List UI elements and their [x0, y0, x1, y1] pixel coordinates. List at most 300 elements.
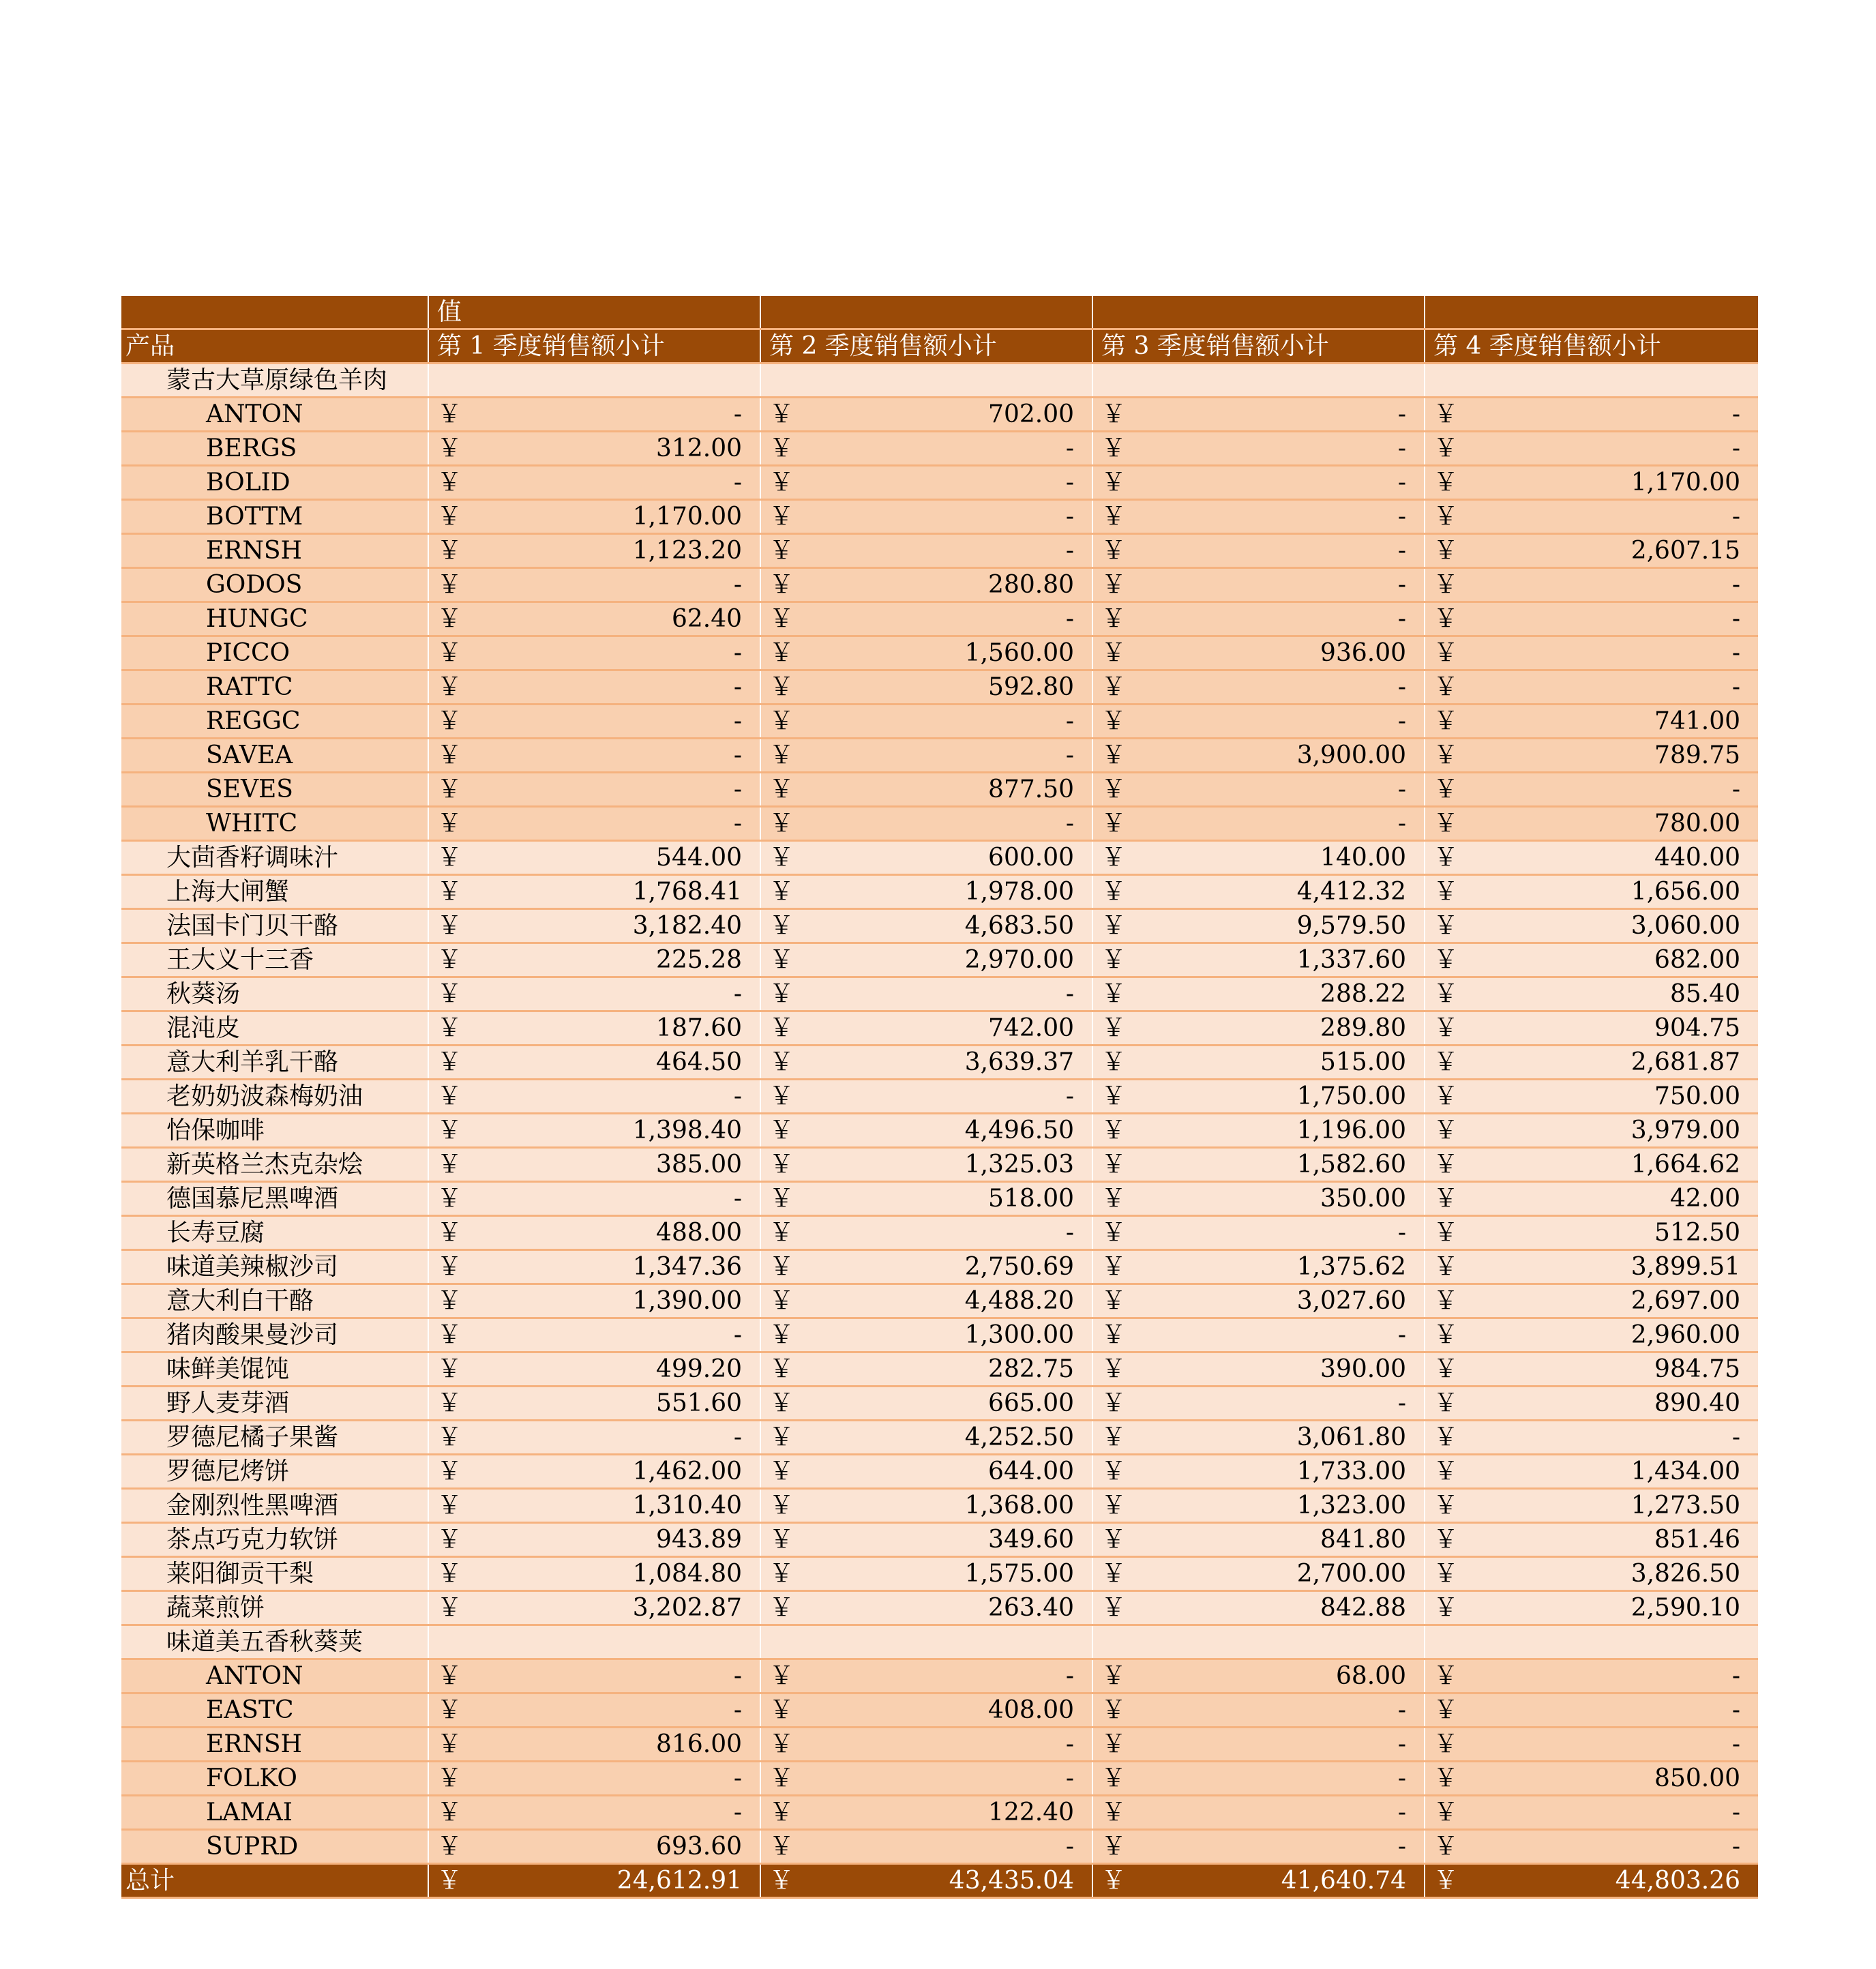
customer-name[interactable]: SAVEA: [121, 739, 428, 773]
currency-symbol: ￥: [760, 1318, 801, 1352]
group-name[interactable]: 蒙古大草原绿色羊肉: [121, 364, 428, 398]
q1-value[interactable]: 1,347.36: [469, 1250, 760, 1284]
currency-symbol: ￥: [1092, 1659, 1133, 1693]
q3-value[interactable]: 289.80: [1133, 1011, 1425, 1046]
customer-name[interactable]: LAMAI: [121, 1796, 428, 1830]
currency-symbol: ￥: [1425, 1114, 1465, 1148]
q4-value[interactable]: 780.00: [1465, 807, 1758, 841]
q1-value[interactable]: 225.28: [469, 943, 760, 977]
q3-value[interactable]: -: [1133, 670, 1425, 705]
currency-symbol: ￥: [1092, 807, 1133, 841]
q1-value[interactable]: 1,398.40: [469, 1114, 760, 1148]
product-row: [121, 1421, 1758, 1455]
product-name[interactable]: 莱阳御贡干梨: [121, 1557, 428, 1591]
q3-value[interactable]: 1,196.00: [1133, 1114, 1425, 1148]
q4-header[interactable]: 第 4 季度销售额小计: [1425, 329, 1758, 364]
currency-symbol: ￥: [1092, 1796, 1133, 1830]
total-label[interactable]: 总计: [121, 1864, 428, 1898]
product-name[interactable]: 茶点巧克力软饼: [121, 1523, 428, 1557]
q3-value[interactable]: 842.88: [1133, 1591, 1425, 1625]
customer-row: [121, 602, 1758, 636]
q3-value[interactable]: 1,750.00: [1133, 1080, 1425, 1114]
q1-value[interactable]: -: [469, 1762, 760, 1796]
customer-row: [121, 1728, 1758, 1762]
q1-value[interactable]: -: [469, 1693, 760, 1728]
pivot-table: [121, 296, 1758, 1899]
currency-symbol: ￥: [428, 1148, 469, 1182]
currency-symbol: ￥: [1092, 670, 1133, 705]
q3-value[interactable]: -: [1133, 500, 1425, 534]
q4-value[interactable]: 85.40: [1465, 977, 1758, 1011]
q3-header[interactable]: 第 3 季度销售额小计: [1092, 329, 1425, 364]
q4-value[interactable]: -: [1465, 1728, 1758, 1762]
currency-symbol: ￥: [428, 1693, 469, 1728]
currency-symbol: ￥: [760, 398, 801, 432]
q3-value[interactable]: -: [1133, 568, 1425, 602]
total-q2[interactable]: 43,435.04: [801, 1864, 1092, 1898]
q4-value[interactable]: 750.00: [1465, 1080, 1758, 1114]
product-name[interactable]: 金刚烈性黑啤酒: [121, 1489, 428, 1523]
q3-value[interactable]: 350.00: [1133, 1182, 1425, 1216]
currency-symbol: ￥: [1092, 1455, 1133, 1489]
q3-value[interactable]: -: [1133, 1693, 1425, 1728]
currency-symbol: ￥: [760, 1352, 801, 1387]
q2-value[interactable]: 1,325.03: [801, 1148, 1092, 1182]
q2-value[interactable]: 665.00: [801, 1387, 1092, 1421]
product-name[interactable]: 怡保咖啡: [121, 1114, 428, 1148]
q4-value[interactable]: 3,979.00: [1465, 1114, 1758, 1148]
product-name[interactable]: 意大利白干酪: [121, 1284, 428, 1318]
q2-value[interactable]: -: [801, 977, 1092, 1011]
q4-value[interactable]: -: [1465, 1830, 1758, 1864]
customer-row: [121, 568, 1758, 602]
product-row: [121, 943, 1758, 977]
q1-value[interactable]: 816.00: [469, 1728, 760, 1762]
currency-symbol: ￥: [760, 1148, 801, 1182]
empty-cell: [1092, 1625, 1133, 1659]
q1-value[interactable]: 187.60: [469, 1011, 760, 1046]
currency-symbol: ￥: [1425, 1421, 1465, 1455]
q1-value[interactable]: 312.00: [469, 432, 760, 466]
q4-value[interactable]: 2,681.87: [1465, 1046, 1758, 1080]
currency-symbol: ￥: [1092, 398, 1133, 432]
q1-value[interactable]: 1,123.20: [469, 534, 760, 568]
product-name[interactable]: 猪肉酸果曼沙司: [121, 1318, 428, 1352]
q1-value[interactable]: -: [469, 1080, 760, 1114]
q2-value[interactable]: -: [801, 1216, 1092, 1250]
q2-value[interactable]: 702.00: [801, 398, 1092, 432]
currency-symbol: ￥: [1425, 1489, 1465, 1523]
currency-symbol: ￥: [1425, 807, 1465, 841]
q1-value[interactable]: 62.40: [469, 602, 760, 636]
currency-symbol: ￥: [1092, 568, 1133, 602]
q2-value[interactable]: 408.00: [801, 1693, 1092, 1728]
q3-value[interactable]: 936.00: [1133, 636, 1425, 670]
q2-value[interactable]: 644.00: [801, 1455, 1092, 1489]
q1-value[interactable]: 1,170.00: [469, 500, 760, 534]
q3-value[interactable]: -: [1133, 1728, 1425, 1762]
q4-value[interactable]: 2,697.00: [1465, 1284, 1758, 1318]
product-header[interactable]: 产品: [121, 329, 428, 364]
q1-value[interactable]: -: [469, 1659, 760, 1693]
q4-value[interactable]: 440.00: [1465, 841, 1758, 875]
q2-value[interactable]: -: [801, 602, 1092, 636]
customer-row: [121, 500, 1758, 534]
q3-value[interactable]: 1,733.00: [1133, 1455, 1425, 1489]
q1-value[interactable]: -: [469, 1796, 760, 1830]
q4-value[interactable]: -: [1465, 1421, 1758, 1455]
customer-name[interactable]: BOLID: [121, 466, 428, 500]
q1-value[interactable]: 693.60: [469, 1830, 760, 1864]
q4-value[interactable]: 851.46: [1465, 1523, 1758, 1557]
q4-value[interactable]: 1,656.00: [1465, 875, 1758, 909]
q2-value[interactable]: -: [801, 1762, 1092, 1796]
q1-value[interactable]: 464.50: [469, 1046, 760, 1080]
customer-name[interactable]: SUPRD: [121, 1830, 428, 1864]
q2-value[interactable]: 4,488.20: [801, 1284, 1092, 1318]
product-name[interactable]: 混沌皮: [121, 1011, 428, 1046]
q2-value[interactable]: 3,639.37: [801, 1046, 1092, 1080]
product-name[interactable]: 长寿豆腐: [121, 1216, 428, 1250]
product-name[interactable]: 味鲜美馄饨: [121, 1352, 428, 1387]
q1-value[interactable]: -: [469, 773, 760, 807]
product-name[interactable]: 上海大闸蟹: [121, 875, 428, 909]
product-row: [121, 1284, 1758, 1318]
q2-value[interactable]: -: [801, 432, 1092, 466]
currency-symbol: ￥: [428, 398, 469, 432]
header-row-columns: [121, 329, 1758, 364]
q3-value[interactable]: 3,061.80: [1133, 1421, 1425, 1455]
product-name[interactable]: 味道美辣椒沙司: [121, 1250, 428, 1284]
customer-name[interactable]: SEVES: [121, 773, 428, 807]
currency-symbol: ￥: [1425, 705, 1465, 739]
customer-name[interactable]: EASTC: [121, 1693, 428, 1728]
q4-value[interactable]: -: [1465, 500, 1758, 534]
currency-symbol: ￥: [1092, 1762, 1133, 1796]
q3-value[interactable]: -: [1133, 466, 1425, 500]
q3-value[interactable]: -: [1133, 773, 1425, 807]
q1-value[interactable]: -: [469, 807, 760, 841]
q2-value[interactable]: -: [801, 466, 1092, 500]
q2-value[interactable]: 600.00: [801, 841, 1092, 875]
q3-value[interactable]: 390.00: [1133, 1352, 1425, 1387]
customer-name[interactable]: HUNGC: [121, 602, 428, 636]
q3-value[interactable]: 140.00: [1133, 841, 1425, 875]
q3-value[interactable]: -: [1133, 1796, 1425, 1830]
currency-symbol: ￥: [1092, 1864, 1133, 1898]
q2-value[interactable]: 1,368.00: [801, 1489, 1092, 1523]
customer-name[interactable]: BOTTM: [121, 500, 428, 534]
q2-value[interactable]: 518.00: [801, 1182, 1092, 1216]
q2-value[interactable]: -: [801, 1728, 1092, 1762]
q4-value[interactable]: 1,170.00: [1465, 466, 1758, 500]
total-q1[interactable]: 24,612.91: [469, 1864, 760, 1898]
empty-cell: [428, 364, 469, 398]
q3-value[interactable]: -: [1133, 534, 1425, 568]
product-name[interactable]: 新英格兰杰克杂烩: [121, 1148, 428, 1182]
q4-value[interactable]: 512.50: [1465, 1216, 1758, 1250]
q2-value[interactable]: -: [801, 534, 1092, 568]
q4-value[interactable]: 3,899.51: [1465, 1250, 1758, 1284]
q2-value[interactable]: 1,575.00: [801, 1557, 1092, 1591]
q1-value[interactable]: -: [469, 1421, 760, 1455]
customer-name[interactable]: ANTON: [121, 1659, 428, 1693]
q2-value[interactable]: -: [801, 739, 1092, 773]
currency-symbol: ￥: [1425, 1387, 1465, 1421]
q1-value[interactable]: -: [469, 636, 760, 670]
q2-value[interactable]: -: [801, 705, 1092, 739]
product-name[interactable]: 秋葵汤: [121, 977, 428, 1011]
currency-symbol: ￥: [1092, 1557, 1133, 1591]
q1-value[interactable]: 551.60: [469, 1387, 760, 1421]
product-name[interactable]: 老奶奶波森梅奶油: [121, 1080, 428, 1114]
q3-value[interactable]: 3,027.60: [1133, 1284, 1425, 1318]
q4-value[interactable]: -: [1465, 773, 1758, 807]
q2-value[interactable]: 263.40: [801, 1591, 1092, 1625]
q1-value[interactable]: -: [469, 705, 760, 739]
currency-symbol: ￥: [428, 1182, 469, 1216]
currency-symbol: ￥: [428, 1659, 469, 1693]
q1-value[interactable]: -: [469, 568, 760, 602]
q1-header[interactable]: 第 1 季度销售额小计: [428, 329, 760, 364]
q3-value[interactable]: 1,323.00: [1133, 1489, 1425, 1523]
q4-value[interactable]: 2,960.00: [1465, 1318, 1758, 1352]
currency-symbol: ￥: [760, 1250, 801, 1284]
product-name[interactable]: 大茴香籽调味汁: [121, 841, 428, 875]
q2-value[interactable]: -: [801, 1659, 1092, 1693]
q2-value[interactable]: 1,978.00: [801, 875, 1092, 909]
currency-symbol: ￥: [1425, 1455, 1465, 1489]
q3-value[interactable]: 841.80: [1133, 1523, 1425, 1557]
q2-value[interactable]: 280.80: [801, 568, 1092, 602]
product-row: [121, 1352, 1758, 1387]
q1-value[interactable]: -: [469, 977, 760, 1011]
customer-name[interactable]: ERNSH: [121, 534, 428, 568]
q3-value[interactable]: 4,412.32: [1133, 875, 1425, 909]
q2-header[interactable]: 第 2 季度销售额小计: [760, 329, 1092, 364]
customer-name[interactable]: REGGC: [121, 705, 428, 739]
q3-value[interactable]: -: [1133, 1216, 1425, 1250]
q4-value[interactable]: -: [1465, 1693, 1758, 1728]
q1-value[interactable]: -: [469, 466, 760, 500]
q1-value[interactable]: 385.00: [469, 1148, 760, 1182]
q3-value[interactable]: -: [1133, 1387, 1425, 1421]
currency-symbol: ￥: [760, 432, 801, 466]
customer-name[interactable]: PICCO: [121, 636, 428, 670]
q2-value[interactable]: 2,970.00: [801, 943, 1092, 977]
product-row: [121, 1387, 1758, 1421]
q1-value[interactable]: -: [469, 398, 760, 432]
q2-value[interactable]: 877.50: [801, 773, 1092, 807]
q2-value[interactable]: -: [801, 1830, 1092, 1864]
values-label[interactable]: 值: [428, 296, 760, 329]
currency-symbol: ￥: [1425, 1557, 1465, 1591]
customer-name[interactable]: ANTON: [121, 398, 428, 432]
q4-value[interactable]: 3,826.50: [1465, 1557, 1758, 1591]
currency-symbol: ￥: [1092, 875, 1133, 909]
customer-name[interactable]: RATTC: [121, 670, 428, 705]
q3-value[interactable]: -: [1133, 1762, 1425, 1796]
q2-value[interactable]: -: [801, 500, 1092, 534]
empty-cell: [1425, 364, 1465, 398]
q3-value[interactable]: -: [1133, 398, 1425, 432]
q4-value[interactable]: -: [1465, 1659, 1758, 1693]
q3-value[interactable]: 2,700.00: [1133, 1557, 1425, 1591]
q1-value[interactable]: 1,390.00: [469, 1284, 760, 1318]
currency-symbol: ￥: [1092, 1080, 1133, 1114]
currency-symbol: ￥: [428, 1250, 469, 1284]
currency-symbol: ￥: [1425, 534, 1465, 568]
q3-value[interactable]: 68.00: [1133, 1659, 1425, 1693]
q1-value[interactable]: -: [469, 739, 760, 773]
q1-value[interactable]: 3,202.87: [469, 1591, 760, 1625]
q2-value[interactable]: 2,750.69: [801, 1250, 1092, 1284]
currency-symbol: ￥: [760, 1489, 801, 1523]
currency-symbol: ￥: [428, 602, 469, 636]
q4-value[interactable]: 789.75: [1465, 739, 1758, 773]
currency-symbol: ￥: [760, 1421, 801, 1455]
product-name[interactable]: 意大利羊乳干酪: [121, 1046, 428, 1080]
q4-value[interactable]: 1,273.50: [1465, 1489, 1758, 1523]
currency-symbol: ￥: [1092, 500, 1133, 534]
currency-symbol: ￥: [428, 1557, 469, 1591]
q2-value[interactable]: -: [801, 1080, 1092, 1114]
q2-value[interactable]: 592.80: [801, 670, 1092, 705]
q1-value[interactable]: 1,310.40: [469, 1489, 760, 1523]
q4-value[interactable]: -: [1465, 636, 1758, 670]
q4-value[interactable]: -: [1465, 670, 1758, 705]
q3-value[interactable]: -: [1133, 1830, 1425, 1864]
customer-name[interactable]: GODOS: [121, 568, 428, 602]
q3-value[interactable]: 515.00: [1133, 1046, 1425, 1080]
q2-value[interactable]: 742.00: [801, 1011, 1092, 1046]
q3-value[interactable]: -: [1133, 807, 1425, 841]
currency-symbol: ￥: [1425, 977, 1465, 1011]
q4-value[interactable]: 42.00: [1465, 1182, 1758, 1216]
q4-value[interactable]: 890.40: [1465, 1387, 1758, 1421]
q4-value[interactable]: 1,664.62: [1465, 1148, 1758, 1182]
q4-value[interactable]: 2,590.10: [1465, 1591, 1758, 1625]
currency-symbol: ￥: [1092, 739, 1133, 773]
currency-symbol: ￥: [428, 1830, 469, 1864]
currency-symbol: ￥: [1425, 670, 1465, 705]
currency-symbol: ￥: [428, 500, 469, 534]
q4-value[interactable]: 1,434.00: [1465, 1455, 1758, 1489]
currency-symbol: ￥: [1092, 534, 1133, 568]
q1-value[interactable]: 544.00: [469, 841, 760, 875]
customer-row: [121, 670, 1758, 705]
product-name[interactable]: 罗德尼橘子果酱: [121, 1421, 428, 1455]
q4-value[interactable]: 3,060.00: [1465, 909, 1758, 943]
q4-value[interactable]: 984.75: [1465, 1352, 1758, 1387]
currency-symbol: ￥: [428, 841, 469, 875]
product-name[interactable]: 罗德尼烤饼: [121, 1455, 428, 1489]
product-name[interactable]: 蔬菜煎饼: [121, 1591, 428, 1625]
q1-value[interactable]: 3,182.40: [469, 909, 760, 943]
customer-name[interactable]: FOLKO: [121, 1762, 428, 1796]
customer-name[interactable]: WHITC: [121, 807, 428, 841]
q4-value[interactable]: 850.00: [1465, 1762, 1758, 1796]
currency-symbol: ￥: [1425, 500, 1465, 534]
currency-symbol: ￥: [760, 1762, 801, 1796]
currency-symbol: ￥: [1092, 1046, 1133, 1080]
customer-name[interactable]: BERGS: [121, 432, 428, 466]
q3-value[interactable]: 1,582.60: [1133, 1148, 1425, 1182]
currency-symbol: ￥: [760, 602, 801, 636]
q4-value[interactable]: -: [1465, 398, 1758, 432]
q1-value[interactable]: -: [469, 670, 760, 705]
currency-symbol: ￥: [760, 1114, 801, 1148]
q4-value[interactable]: -: [1465, 602, 1758, 636]
q3-value[interactable]: 1,375.62: [1133, 1250, 1425, 1284]
q2-value[interactable]: 4,252.50: [801, 1421, 1092, 1455]
q3-value[interactable]: -: [1133, 602, 1425, 636]
q1-value[interactable]: 1,768.41: [469, 875, 760, 909]
total-q4[interactable]: 44,803.26: [1465, 1864, 1758, 1898]
product-name[interactable]: 王大义十三香: [121, 943, 428, 977]
q1-value[interactable]: 499.20: [469, 1352, 760, 1387]
currency-symbol: ￥: [428, 1728, 469, 1762]
q2-value[interactable]: 282.75: [801, 1352, 1092, 1387]
q4-value[interactable]: 741.00: [1465, 705, 1758, 739]
q4-value[interactable]: -: [1465, 432, 1758, 466]
q2-value[interactable]: 349.60: [801, 1523, 1092, 1557]
q1-value[interactable]: 488.00: [469, 1216, 760, 1250]
q2-value[interactable]: 4,496.50: [801, 1114, 1092, 1148]
product-name[interactable]: 野人麦芽酒: [121, 1387, 428, 1421]
product-name[interactable]: 德国慕尼黑啤酒: [121, 1182, 428, 1216]
q1-value[interactable]: 1,462.00: [469, 1455, 760, 1489]
q4-value[interactable]: 904.75: [1465, 1011, 1758, 1046]
currency-symbol: ￥: [760, 807, 801, 841]
currency-symbol: ￥: [428, 977, 469, 1011]
q3-value[interactable]: -: [1133, 705, 1425, 739]
group-name[interactable]: 味道美五香秋葵荚: [121, 1625, 428, 1659]
customer-name[interactable]: ERNSH: [121, 1728, 428, 1762]
empty-cell: [1465, 364, 1758, 398]
q2-value[interactable]: 4,683.50: [801, 909, 1092, 943]
q3-value[interactable]: 288.22: [1133, 977, 1425, 1011]
currency-symbol: ￥: [1092, 1693, 1133, 1728]
currency-symbol: ￥: [1425, 773, 1465, 807]
q1-value[interactable]: -: [469, 1182, 760, 1216]
product-row: [121, 1216, 1758, 1250]
q4-value[interactable]: 2,607.15: [1465, 534, 1758, 568]
q1-value[interactable]: -: [469, 1318, 760, 1352]
currency-symbol: ￥: [760, 1284, 801, 1318]
q3-value[interactable]: 3,900.00: [1133, 739, 1425, 773]
q2-value[interactable]: -: [801, 807, 1092, 841]
product-name[interactable]: 法国卡门贝干酪: [121, 909, 428, 943]
table-body: [121, 364, 1758, 1864]
currency-symbol: ￥: [760, 1011, 801, 1046]
total-q3[interactable]: 41,640.74: [1133, 1864, 1425, 1898]
q4-value[interactable]: 682.00: [1465, 943, 1758, 977]
q1-value[interactable]: 943.89: [469, 1523, 760, 1557]
q3-value[interactable]: 1,337.60: [1133, 943, 1425, 977]
q3-value[interactable]: 9,579.50: [1133, 909, 1425, 943]
currency-symbol: ￥: [1425, 841, 1465, 875]
q2-value[interactable]: 122.40: [801, 1796, 1092, 1830]
q4-value[interactable]: -: [1465, 1796, 1758, 1830]
q2-value[interactable]: 1,560.00: [801, 636, 1092, 670]
q1-value[interactable]: 1,084.80: [469, 1557, 760, 1591]
q2-value[interactable]: 1,300.00: [801, 1318, 1092, 1352]
group-row: [121, 1625, 1758, 1659]
q3-value[interactable]: -: [1133, 1318, 1425, 1352]
q4-value[interactable]: -: [1465, 568, 1758, 602]
q3-value[interactable]: -: [1133, 432, 1425, 466]
